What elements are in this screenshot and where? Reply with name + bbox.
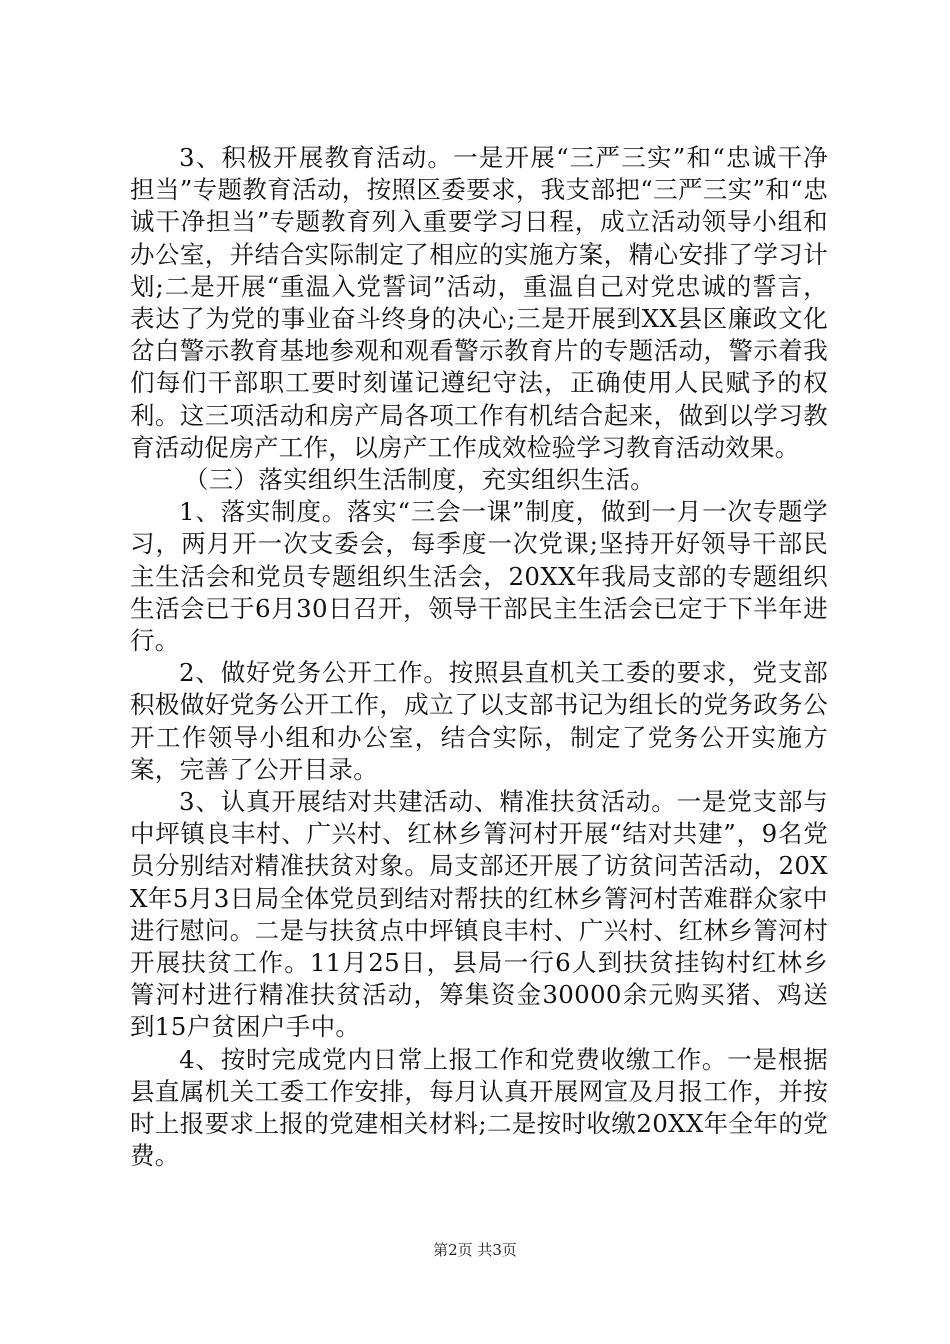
paragraph-party-affairs-disclosure: 2、做好党务公开工作。按照县直机关工委的要求，党支部积极做好党务公开工作，成立了以支部书记为组长的党务政务公开工作领导小组和办公室，结合实际，制定了党务公开实施方案，完善了公开目录。	[130, 658, 828, 784]
document-body	[130, 142, 828, 1173]
section-heading-organization-life: （三）落实组织生活制度，充实组织生活。	[183, 465, 656, 495]
page-footer: 第2页 共3页	[433, 1241, 517, 1259]
paragraph-poverty-alleviation: 3、认真开展结对共建活动、精准扶贫活动。一是党支部与中坪镇良丰村、广兴村、红林乡箐河村开展“结对共建”，9名党员分别结对精准扶贫对象。局支部还开展了访贫问苦活动，20XX年5月3日局全体党员到结对帮扶的红林乡箐河村苦难群众家中进行慰问。二是与扶贫点中坪镇良丰村、广兴村、红林乡箐河村开展扶贫工作。11月25日，县局一行6人到扶贫挂钩村红林乡箐河村进行精准扶贫活动，筹集资金30000余元购买猪、鸡送到15户贫困户手中。	[130, 787, 828, 1042]
paragraph-reporting-and-dues: 4、按时完成党内日常上报工作和党费收缴工作。一是根据县直属机关工委工作安排，每月认真开展网宣及月报工作，并按时上报要求上报的党建相关材料;二是按时收缴20XX年全年的党费。	[130, 1044, 828, 1171]
paragraph-implement-system: 1、落实制度。落实“三会一课”制度，做到一月一次专题学习，两月开一次支委会，每季度一次党课;坚持开好领导干部民主生活会和党员专题组织生活会，20XX年我局支部的专题组织生活会已于6月30日召开，领导干部民主生活会已定于下半年进行。	[130, 497, 828, 656]
paragraph-education-activities: 3、积极开展教育活动。一是开展“三严三实”和“忠诚干净担当”专题教育活动，按照区委要求，我支部把“三严三实”和“忠诚干净担当”专题教育列入重要学习日程，成立活动领导小组和办公室，并结合实际制定了相应的实施方案，精心安排了学习计划;二是开展“重温入党誓词”活动，重温自己对党忠诚的誓言，表达了为党的事业奋斗终身的决心;三是开展到XX县区廉政文化岔白警示教育基地参观和观看警示教育片的专题活动，警示着我们每们干部职工要时刻谨记遵纪守法，正确使用人民赋予的权利。这三项活动和房产局各项工作有机结合起来，做到以学习教育活动促房产工作，以房产工作成效检验学习教育活动效果。	[130, 143, 828, 462]
